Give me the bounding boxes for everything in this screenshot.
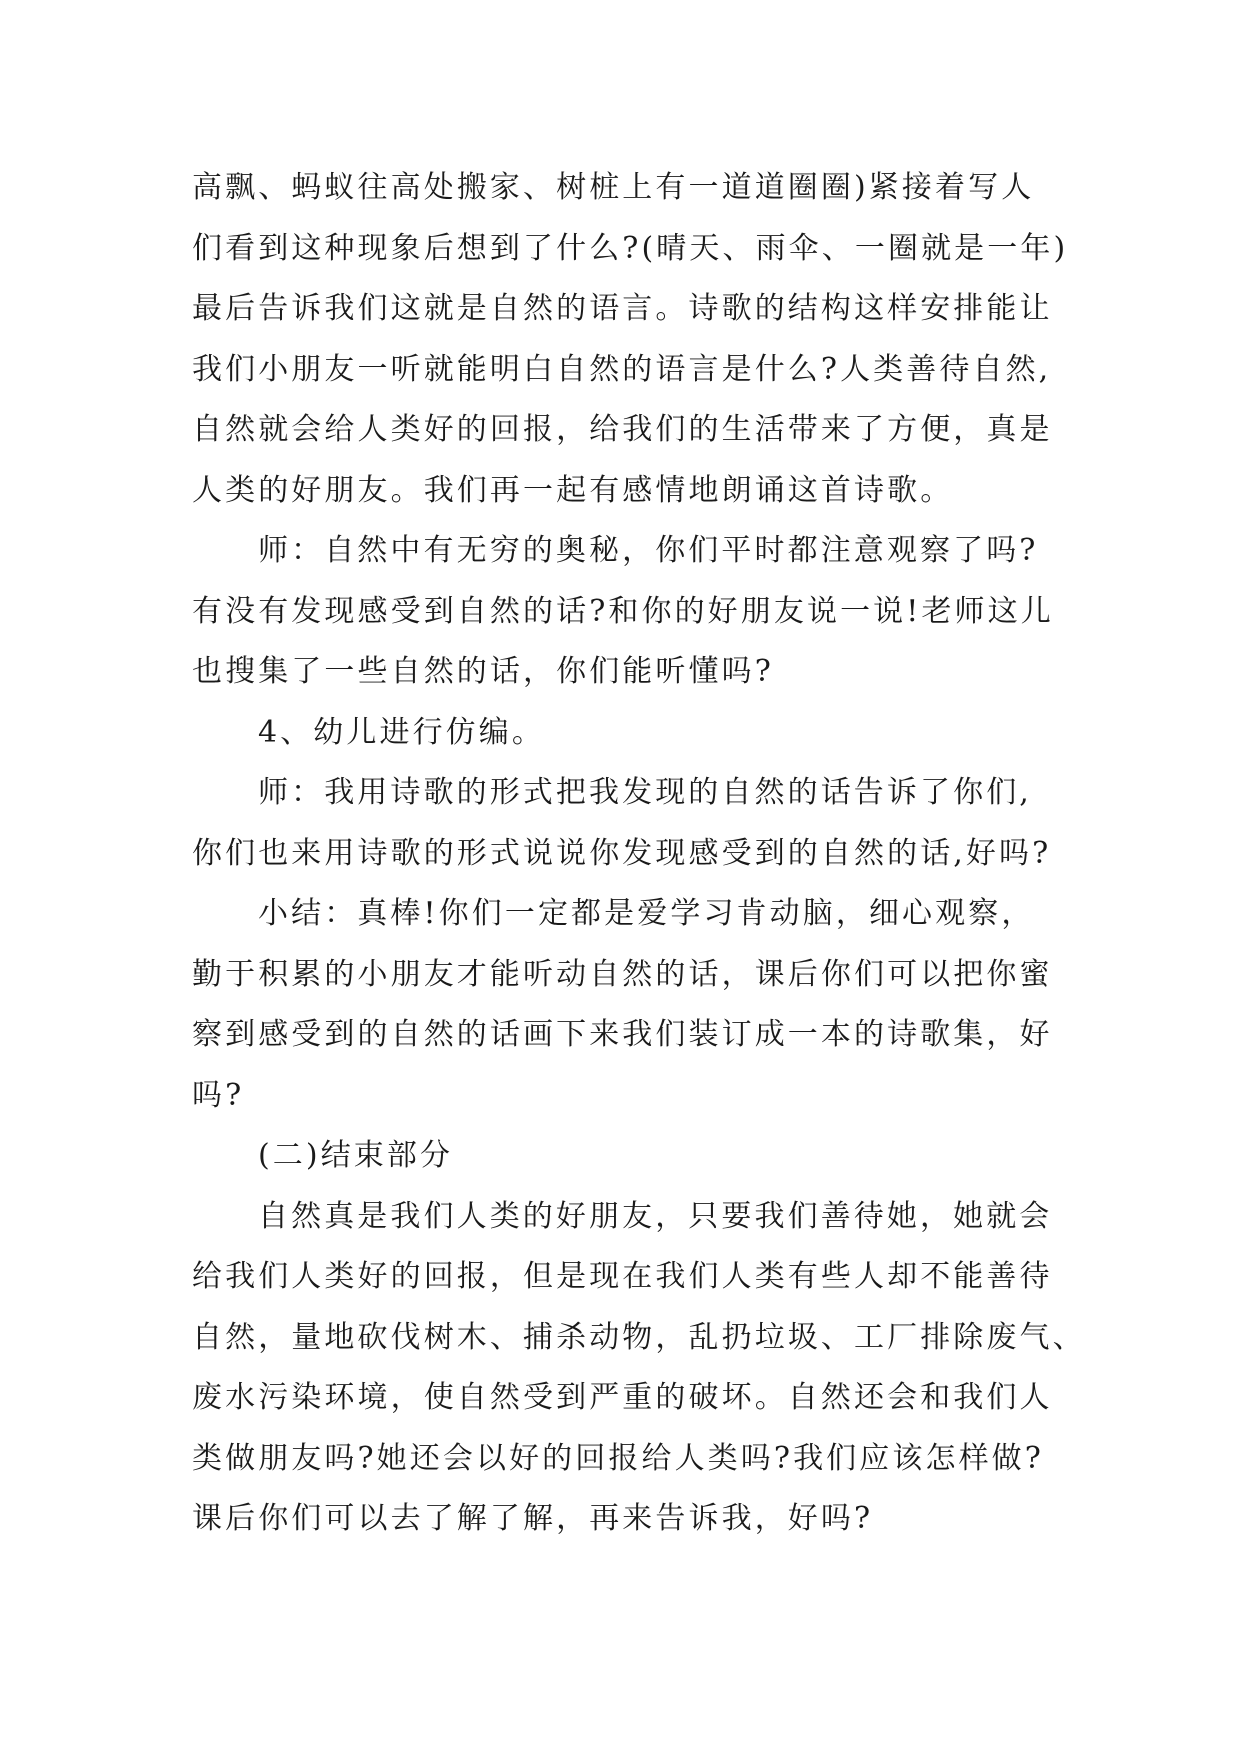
text-line: 我们小朋友一听就能明白自然的语言是什么?人类善待自然, [192,351,1052,387]
paragraph-start-line: 师：我用诗歌的形式把我发现的自然的话告诉了你们, [258,775,1032,810]
text-line: 你们也来用诗歌的形式说说你发现感受到的自然的话,好吗? [192,835,1052,871]
text-line: 自然就会给人类好的回报，给我们的生活带来了方便，真是 [192,412,1053,447]
text-line: 类做朋友吗?她还会以好的回报给人类吗?我们应该怎样做? [192,1440,1044,1476]
paragraph-start-line: 小结：真棒!你们一定都是爱学习肯动脑，细心观察， [258,896,1035,931]
text-line: 有没有发现感受到自然的话?和你的好朋友说一说!老师这儿 [192,593,1054,629]
text-line: 课后你们可以去了解了解，再来告诉我，好吗? [192,1501,874,1536]
text-line: 吗? [192,1077,245,1113]
text-line: 勤于积累的小朋友才能听动自然的话，课后你们可以把你蜜 [192,956,1053,992]
text-line: 废水污染环境，使自然受到严重的破坏。自然还会和我们人 [192,1380,1053,1415]
text-line: 察到感受到的自然的话画下来我们装订成一本的诗歌集，好 [192,1017,1053,1052]
text-line: 最后告诉我们这就是自然的语言。诗歌的结构这样安排能让 [192,291,1053,326]
text-line: 们看到这种现象后想到了什么?(晴天、雨伞、一圈就是一年) [192,230,1069,266]
document-body [192,158,1086,1550]
text-line: 自然，量地砍伐树木、捕杀动物，乱扔垃圾、工厂排除废气、 [192,1319,1086,1355]
text-line: 也搜集了一些自然的话，你们能听懂吗? [192,654,774,689]
text-line: 给我们人类好的回报，但是现在我们人类有些人却不能善待 [192,1259,1053,1294]
paragraph-start-line: 师：自然中有无穷的奥秘，你们平时都注意观察了吗? [258,533,1039,568]
section-heading: (二)结束部分 [258,1138,454,1173]
text-line: 人类的好朋友。我们再一起有感情地朗诵这首诗歌。 [192,472,954,508]
text-line: 高飘、蚂蚁往高处搬家、树桩上有一道道圈圈)紧接着写人 [192,170,1035,205]
paragraph-start-line: 自然真是我们人类的好朋友，只要我们善待她，她就会 [258,1198,1053,1234]
step-heading: 4、幼儿进行仿编。 [258,714,545,750]
